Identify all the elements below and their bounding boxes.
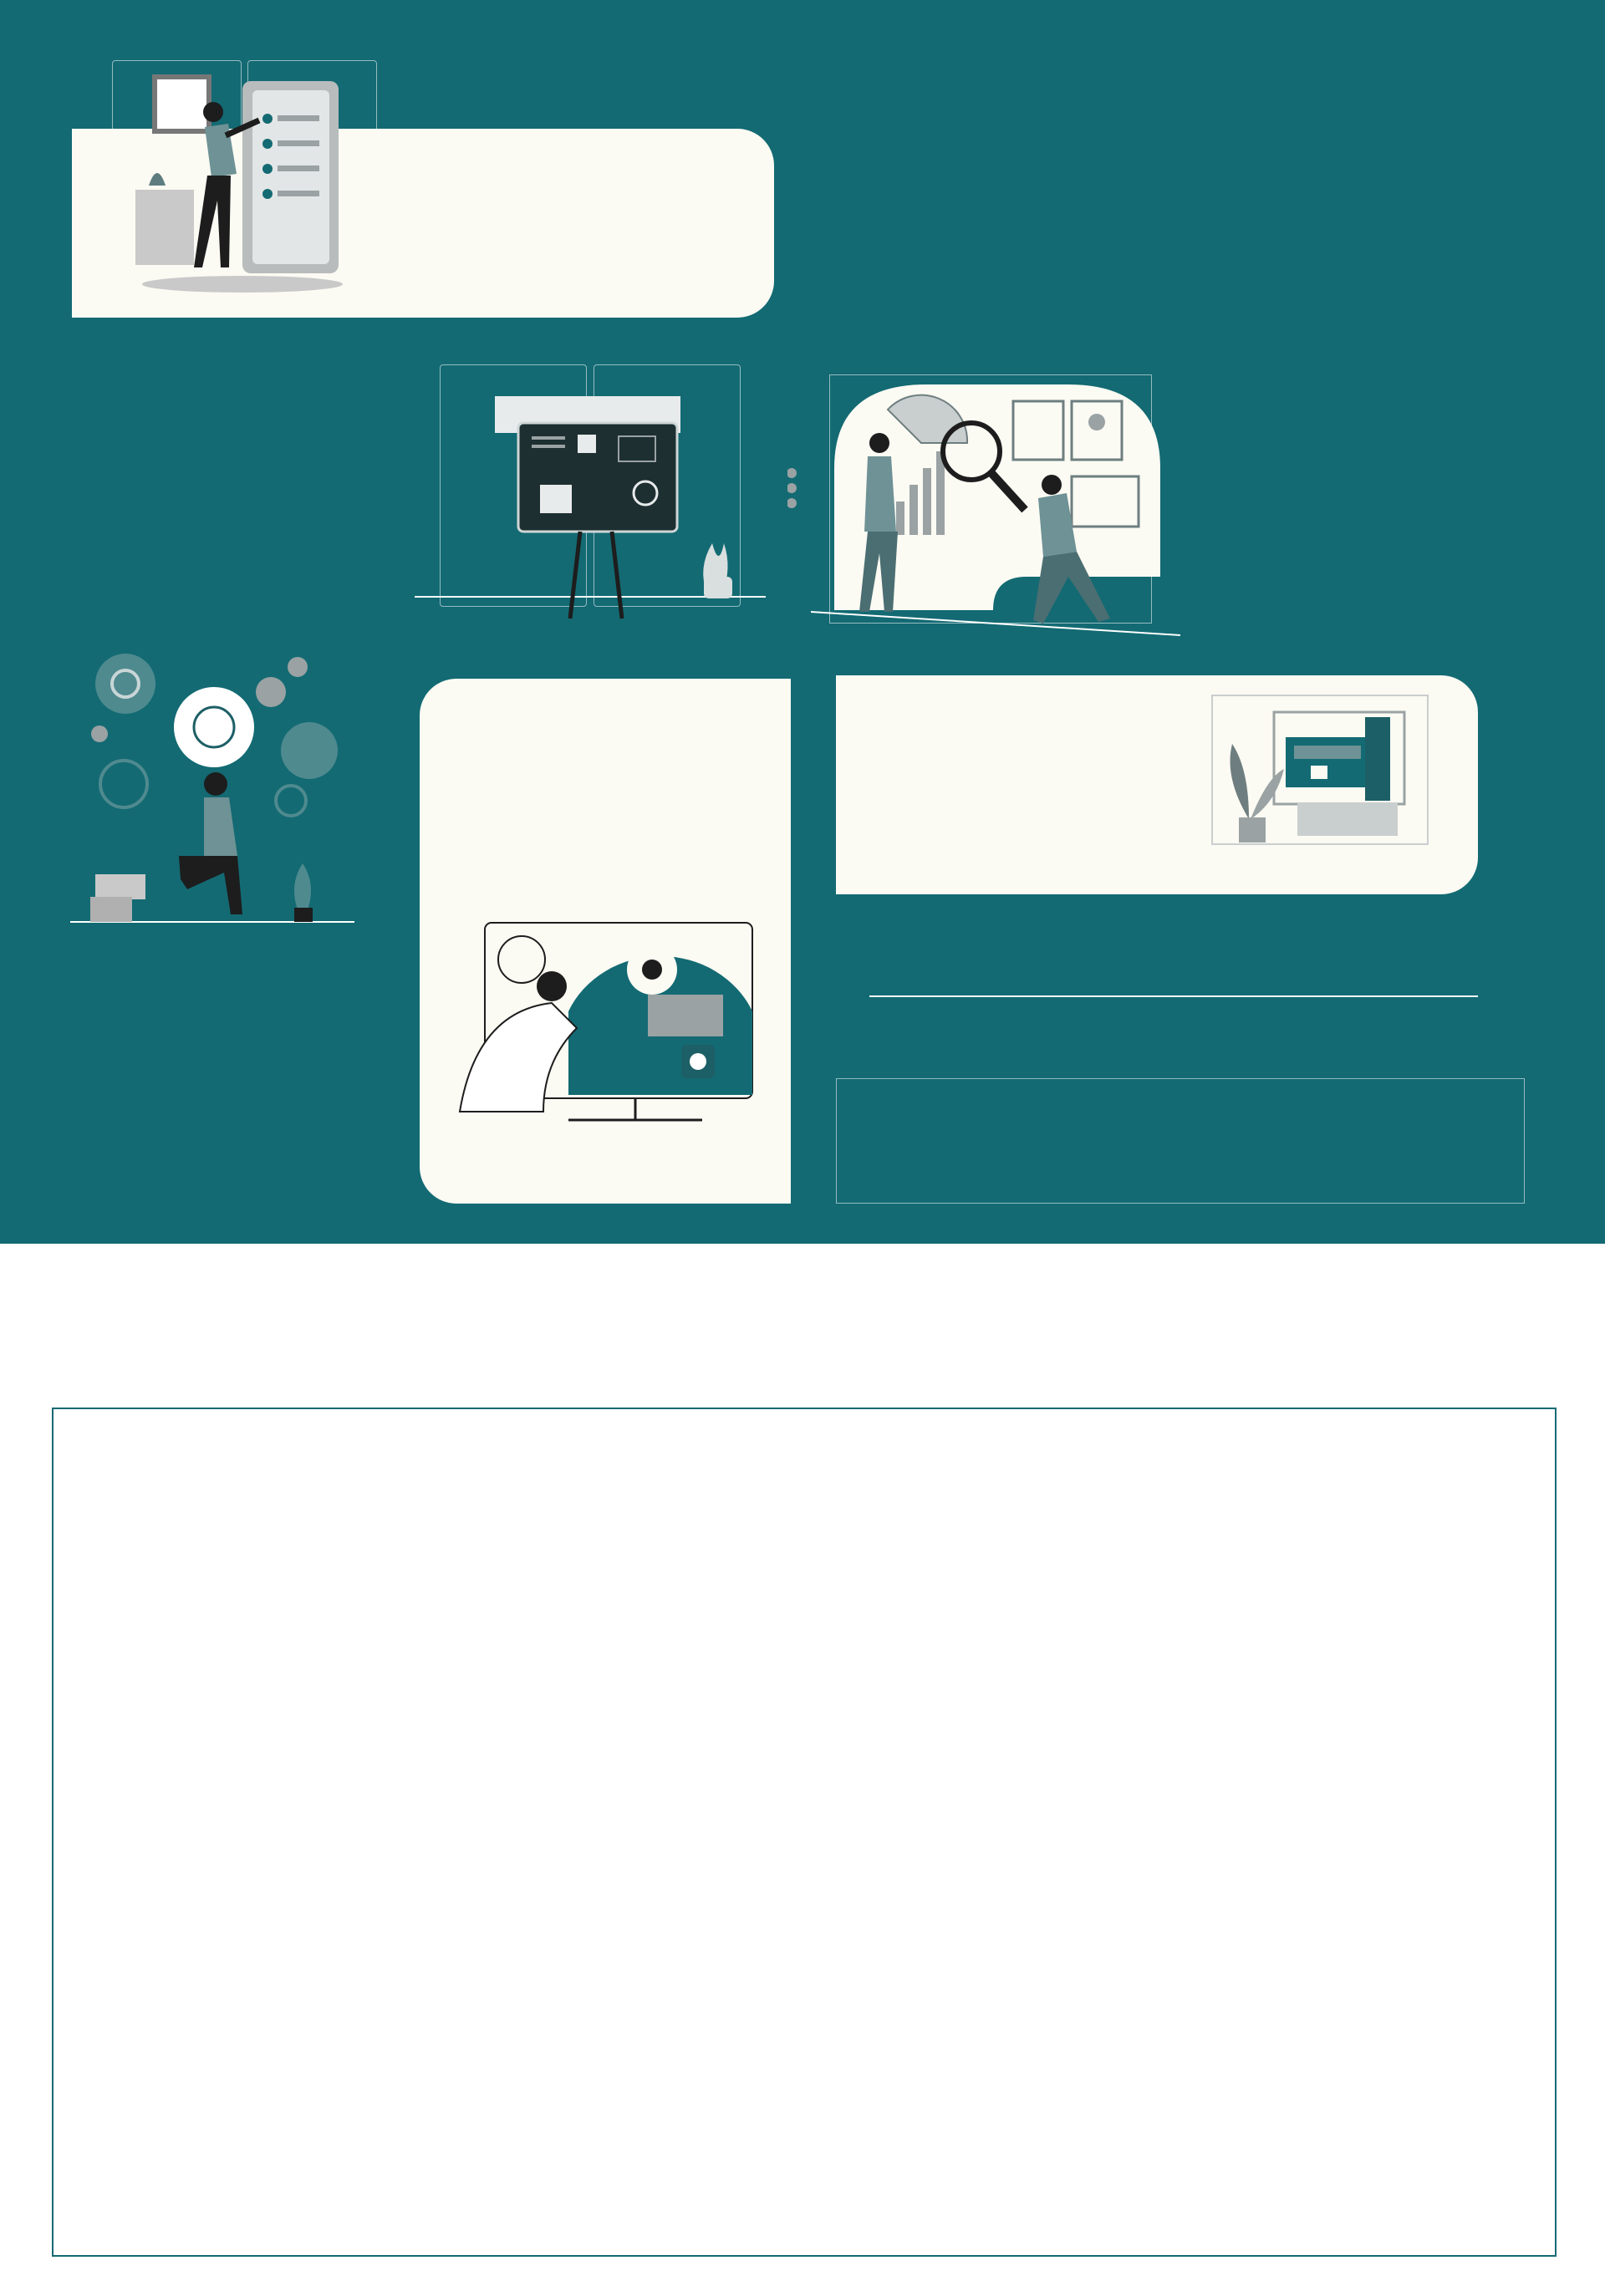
finalization-illustration: [1210, 694, 1431, 848]
gantt-frame: [52, 1408, 1557, 2257]
progress-panel: [836, 1078, 1525, 1204]
gantt-chart: [52, 1408, 1557, 2257]
mini-timeline-line: [869, 995, 1478, 997]
planning-board-illustration: [415, 384, 766, 627]
research-illustration: [787, 376, 1180, 644]
kickoff-illustration: [125, 69, 376, 303]
implementation-illustration: [70, 650, 354, 926]
monitoring-illustration: [451, 919, 761, 1128]
